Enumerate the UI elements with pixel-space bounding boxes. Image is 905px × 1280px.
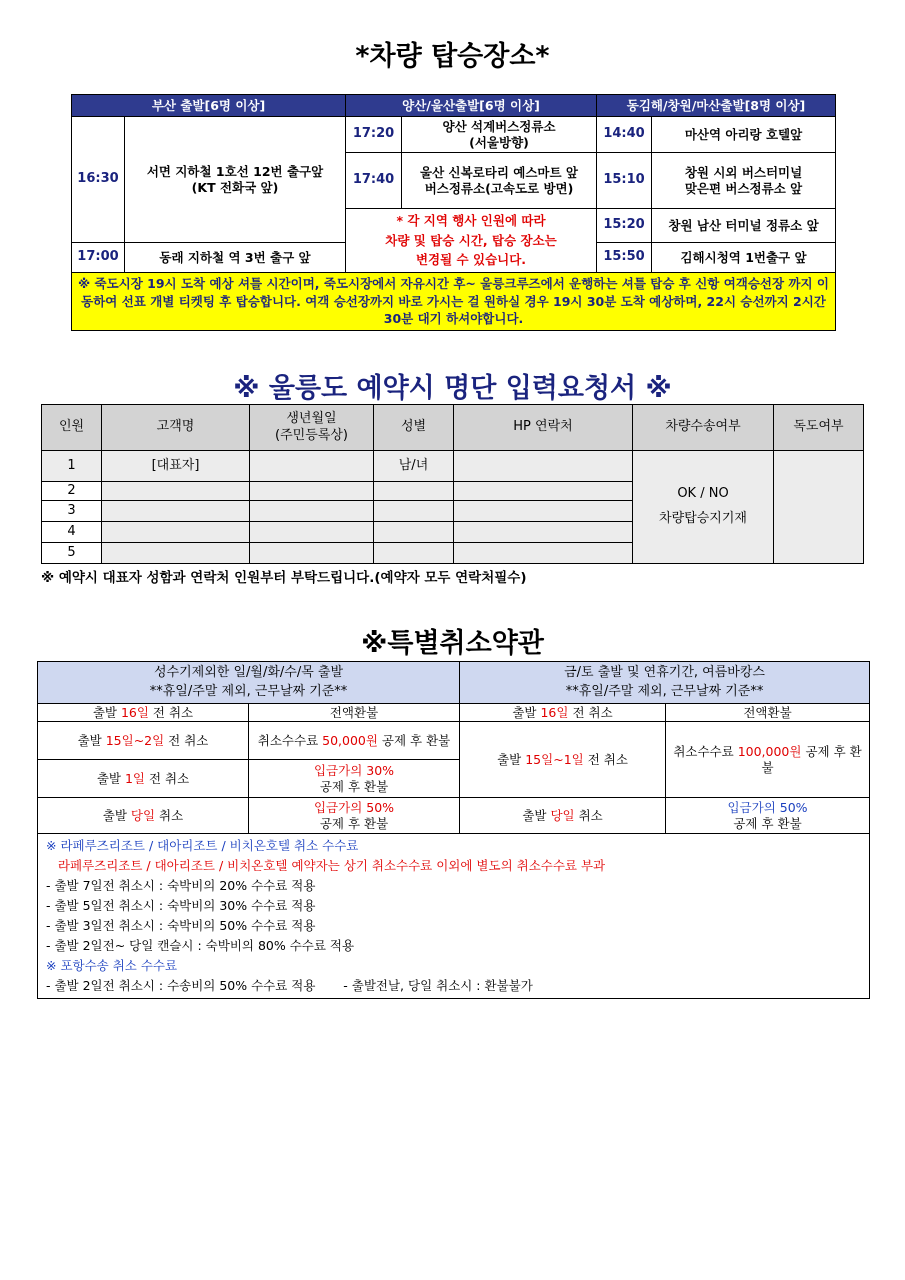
text-fragment: 공제 후 환불 [733, 815, 802, 831]
text-fragment: 출발 [512, 704, 541, 720]
text-fragment: 전 취소 [144, 770, 190, 786]
right-15-fee [666, 722, 870, 798]
text-fragment: 출발 [102, 807, 131, 823]
gender-cell[interactable]: 남/녀 [374, 451, 454, 482]
header-yangsan: 양산/울산출발[6명 이상] [346, 95, 597, 117]
changwon-time-4: 15:50 [597, 243, 652, 273]
changwon-place-1: 마산역 아리랑 호텔앞 [652, 117, 836, 153]
resort-cancel-rules [38, 834, 870, 999]
boarding-title: *차량 탑승장소* [355, 41, 550, 72]
text-fragment: 취소 [155, 807, 184, 823]
text-fragment: 당일 [550, 807, 575, 823]
right-15-cancel [460, 722, 666, 798]
text-fragment: 전 취소 [583, 751, 628, 767]
left-1-fee [249, 760, 460, 798]
left-sameday-cancel [38, 798, 249, 834]
right-sameday-fee [666, 798, 870, 834]
text-fragment: 16일 [540, 704, 569, 720]
name-cell[interactable] [102, 522, 250, 543]
gender-cell[interactable] [374, 501, 454, 522]
birth-cell[interactable] [250, 522, 374, 543]
busan-place-1: 서면 지하철 1호선 12번 출구앞 (KT 전화국 앞) [125, 117, 346, 243]
text-fragment: 전 취소 [164, 732, 209, 748]
text-fragment: 100,000원 [737, 743, 802, 759]
vehicle-cell[interactable]: OK / NO 차량탑승지기재 [633, 451, 774, 564]
text-fragment: 취소수수료 [257, 732, 323, 748]
yangsan-place-2: 울산 신복로타리 예스마트 앞 버스정류소(고속도로 방면) [402, 153, 597, 209]
col-gender: 성별 [374, 405, 454, 451]
text-fragment: 출발 [497, 751, 526, 767]
text-fragment: 취소수수료 [673, 743, 738, 759]
col-dokdo: 독도여부 [774, 405, 864, 451]
text-fragment: 16일 [120, 704, 149, 720]
phone-cell[interactable] [454, 501, 633, 522]
changwon-place-4: 김해시청역 1번출구 앞 [652, 243, 836, 273]
left-15-cancel [38, 722, 249, 760]
yangsan-change-note: * 각 지역 행사 인원에 따라 차량 및 탑승 시간, 탑승 장소는 변경될 수 있습니다. [346, 209, 597, 273]
text-fragment: 전 취소 [568, 704, 613, 720]
col-name: 고객명 [102, 405, 250, 451]
left-16-cancel [38, 704, 249, 722]
busan-time-2: 17:00 [72, 243, 125, 273]
gender-cell[interactable] [374, 522, 454, 543]
row-num-5: 5 [42, 543, 102, 564]
birth-cell[interactable] [250, 543, 374, 564]
col-phone: HP 연락처 [454, 405, 633, 451]
text-fragment: 출발 [77, 732, 106, 748]
phone-cell[interactable] [454, 482, 633, 501]
rule-line: - 출발 5일전 취소시 : 숙박비의 30% 수수료 적용 [46, 898, 316, 913]
birth-cell[interactable] [250, 501, 374, 522]
changwon-time-3: 15:20 [597, 209, 652, 243]
dokdo-cell[interactable] [774, 451, 864, 564]
text-fragment: 공제 후 환불 [377, 732, 451, 748]
roster-table [41, 404, 864, 564]
left-sameday-fee [249, 798, 460, 834]
rule-line: ※ 라페루즈리조트 / 대아리조트 / 비치온호텔 취소 수수료 [46, 838, 359, 853]
rule-line: - 출발 2일전~ 당일 캔슬시 : 숙박비의 80% 수수료 적용 [46, 938, 355, 953]
name-cell[interactable] [102, 482, 250, 501]
text-fragment: 1일 [124, 770, 145, 786]
rule-line: - 출발 3일전 취소시 : 숙박비의 50% 수수료 적용 [46, 918, 316, 933]
row-num-2: 2 [42, 482, 102, 501]
rule-line: - 출발 2일전 취소시 : 수송비의 50% 수수료 적용 - 출발전날, 당일 취소시 : 환불불가 [46, 978, 533, 993]
left-15-fee [249, 722, 460, 760]
roster-title: ※ 울릉도 예약시 명단 입력요청서 ※ [233, 373, 672, 404]
left-1-cancel [38, 760, 249, 798]
changwon-time-2: 15:10 [597, 153, 652, 209]
right-sameday-cancel [460, 798, 666, 834]
busan-time-1: 16:30 [72, 117, 125, 243]
right-16-cancel [460, 704, 666, 722]
yangsan-place-1: 양산 석계버스정류소 (서울방향) [402, 117, 597, 153]
cancel-title: ※특별취소약관 [361, 628, 544, 659]
col-vehicle: 차량수송여부 [633, 405, 774, 451]
phone-cell[interactable] [454, 451, 633, 482]
text-fragment: 입금가의 50% [727, 799, 808, 815]
birth-cell[interactable] [250, 482, 374, 501]
text-fragment: 출발 [92, 704, 121, 720]
text-fragment: 공제 후 환불 [761, 743, 862, 775]
rule-line: ※ 포항수송 취소 수수료 [46, 958, 178, 973]
text-fragment: 15일~2일 [105, 732, 165, 748]
rule-line: 라페루즈리조트 / 대아리조트 / 비치온호텔 예약자는 상기 취소수수료 이외에 별도의 취소수수료 부과 [46, 858, 606, 873]
yangsan-time-2: 17:40 [346, 153, 402, 209]
phone-cell[interactable] [454, 522, 633, 543]
text-fragment: 출발 [522, 807, 551, 823]
phone-cell[interactable] [454, 543, 633, 564]
text-fragment: 출발 [96, 770, 125, 786]
changwon-place-2: 창원 시외 버스터미널 맞은편 버스정류소 앞 [652, 153, 836, 209]
yangsan-time-1: 17:20 [346, 117, 402, 153]
row-num-1: 1 [42, 451, 102, 482]
header-busan: 부산 출발[6명 이상] [72, 95, 346, 117]
busan-place-2: 동래 지하철 역 3번 출구 앞 [125, 243, 346, 273]
birth-cell[interactable] [250, 451, 374, 482]
text-fragment: 취소 [574, 807, 603, 823]
left-header: 성수기제외한 일/월/화/수/목 출발 **휴일/주말 제외, 근무날짜 기준** [38, 662, 460, 704]
shuttle-notice: ※ 죽도시장 19시 도착 예상 셔틀 시간이며, 죽도시장에서 자유시간 후~ 울릉크루즈에서 운행하는 셔틀 탑승 후 신항 여객승선장 까지 이동하여 선표 개별 티켓팅 후 탑승합니다. 여객 승선장까지 바로 가시는 걸 원하실 경우 19시 30분 도착 예상하며, 22시 승선까지 2시간 30분 대기 하셔야합니다. [72, 273, 836, 331]
col-birth: 생년월일 (주민등록상) [250, 405, 374, 451]
right-16-refund: 전액환불 [666, 704, 870, 722]
boarding-table [71, 94, 836, 331]
rule-line: - 출발 7일전 취소시 : 숙박비의 20% 수수료 적용 [46, 878, 316, 893]
right-header: 금/토 출발 및 연휴기간, 여름바캉스 **휴일/주말 제외, 근무날짜 기준** [460, 662, 870, 704]
name-cell[interactable] [102, 501, 250, 522]
gender-cell[interactable] [374, 543, 454, 564]
changwon-place-3: 창원 남산 터미널 정류소 앞 [652, 209, 836, 243]
rep-name-cell[interactable]: [대표자] [102, 451, 250, 482]
text-fragment: 공제 후 환불 [319, 778, 389, 794]
left-16-refund: 전액환불 [249, 704, 460, 722]
row-num-4: 4 [42, 522, 102, 543]
name-cell[interactable] [102, 543, 250, 564]
text-fragment: 15일~1일 [525, 751, 584, 767]
changwon-time-1: 14:40 [597, 117, 652, 153]
header-changwon: 동김해/창원/마산출발[8명 이상] [597, 95, 836, 117]
text-fragment: 입금가의 50% [313, 799, 395, 815]
row-num-3: 3 [42, 501, 102, 522]
text-fragment: 입금가의 30% [313, 762, 395, 778]
text-fragment: 50,000원 [322, 732, 378, 748]
col-count: 인원 [42, 405, 102, 451]
text-fragment: 전 취소 [148, 704, 194, 720]
gender-cell[interactable] [374, 482, 454, 501]
text-fragment: 당일 [130, 807, 156, 823]
roster-note: ※ 예약시 대표자 성함과 연락처 인원부터 부탁드립니다.(예약자 모두 연락처필수) [41, 570, 527, 586]
text-fragment: 공제 후 환불 [319, 815, 389, 831]
cancel-table [37, 661, 870, 999]
